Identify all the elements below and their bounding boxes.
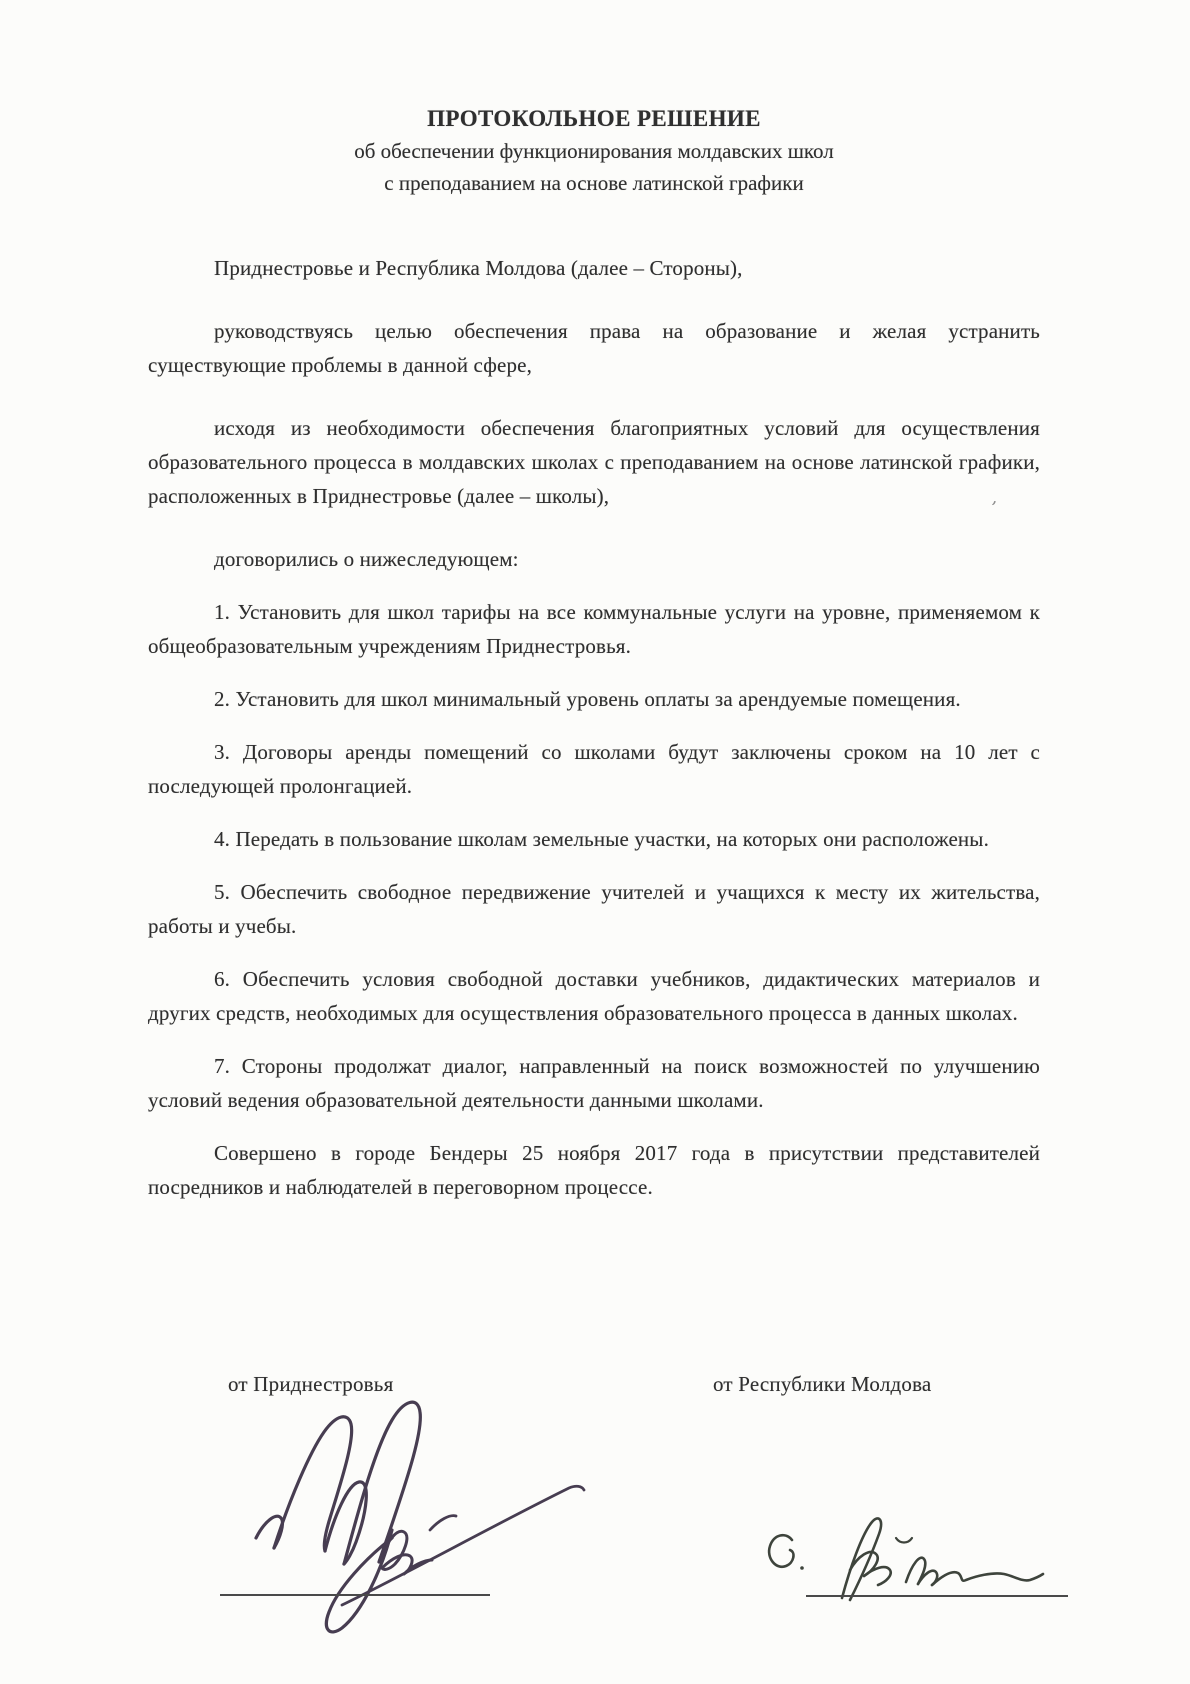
signature-label-moldova: от Республики Молдова [713, 1372, 932, 1396]
signature-label-pmr: от Приднестровья [228, 1372, 394, 1396]
document-subtitle-line-2: с преподаванием на основе латинской графики [384, 171, 804, 195]
intro-paragraph: исходя из необходимости обеспечения благоприятных условий для осуществления образовательного процесса в молдавских школах с преподаванием на основе латинской графики, расположенных в Приднестровье (далее – школы), [148, 416, 1040, 508]
numbered-item: 3. Договоры аренды помещений со школами будут заключены сроком на 10 лет с последующей пролонгацией. [148, 740, 1040, 798]
numbered-item: 7. Стороны продолжат диалог, направленный на поиск возможностей по улучшению условий ведения образовательной деятельности данными школами. [148, 1054, 1040, 1112]
intro-paragraph: Приднестровье и Республика Молдова (далее – Стороны), [214, 256, 743, 280]
intro-paragraph: руководствуясь целью обеспечения права на образование и желая устранить существующие проблемы в данной сфере, [148, 319, 1040, 377]
signature-line-pmr [220, 1594, 490, 1596]
numbered-item: 4. Передать в пользование школам земельные участки, на которых они расположены. [214, 827, 989, 851]
signature-line-moldova [806, 1595, 1068, 1597]
scan-artifact-mark: ’ [987, 497, 998, 520]
signature-section [148, 1372, 1040, 1672]
document-subtitle-line-1: об обеспечении функционирования молдавских школ [354, 139, 834, 163]
pmr-signature [234, 1390, 594, 1640]
intro-paragraph: договорились о нижеследующем: [214, 547, 519, 571]
numbered-item: 2. Установить для школ минимальный уровень оплаты за арендуемые помещения. [214, 687, 961, 711]
closing-paragraph: Совершено в городе Бендеры 25 ноября 2017 года в присутствии представителей посредников и наблюдателей в переговорном процессе. [148, 1141, 1040, 1199]
document-title: ПРОТОКОЛЬНОЕ РЕШЕНИЕ [427, 106, 761, 131]
document-content [148, 103, 1040, 1223]
numbered-item: 6. Обеспечить условия свободной доставки учебников, дидактических материалов и других средств, необходимых для осуществления образовательного процесса в данных школах. [148, 967, 1040, 1025]
numbered-item: 5. Обеспечить свободное передвижение учителей и учащихся к месту их жительства, работы и учебы. [148, 880, 1040, 938]
document-body [148, 251, 1040, 1204]
numbered-item: 1. Установить для школ тарифы на все коммунальные услуги на уровне, применяемом к общеобразовательным учреждениям Приднестровья. [148, 600, 1040, 658]
